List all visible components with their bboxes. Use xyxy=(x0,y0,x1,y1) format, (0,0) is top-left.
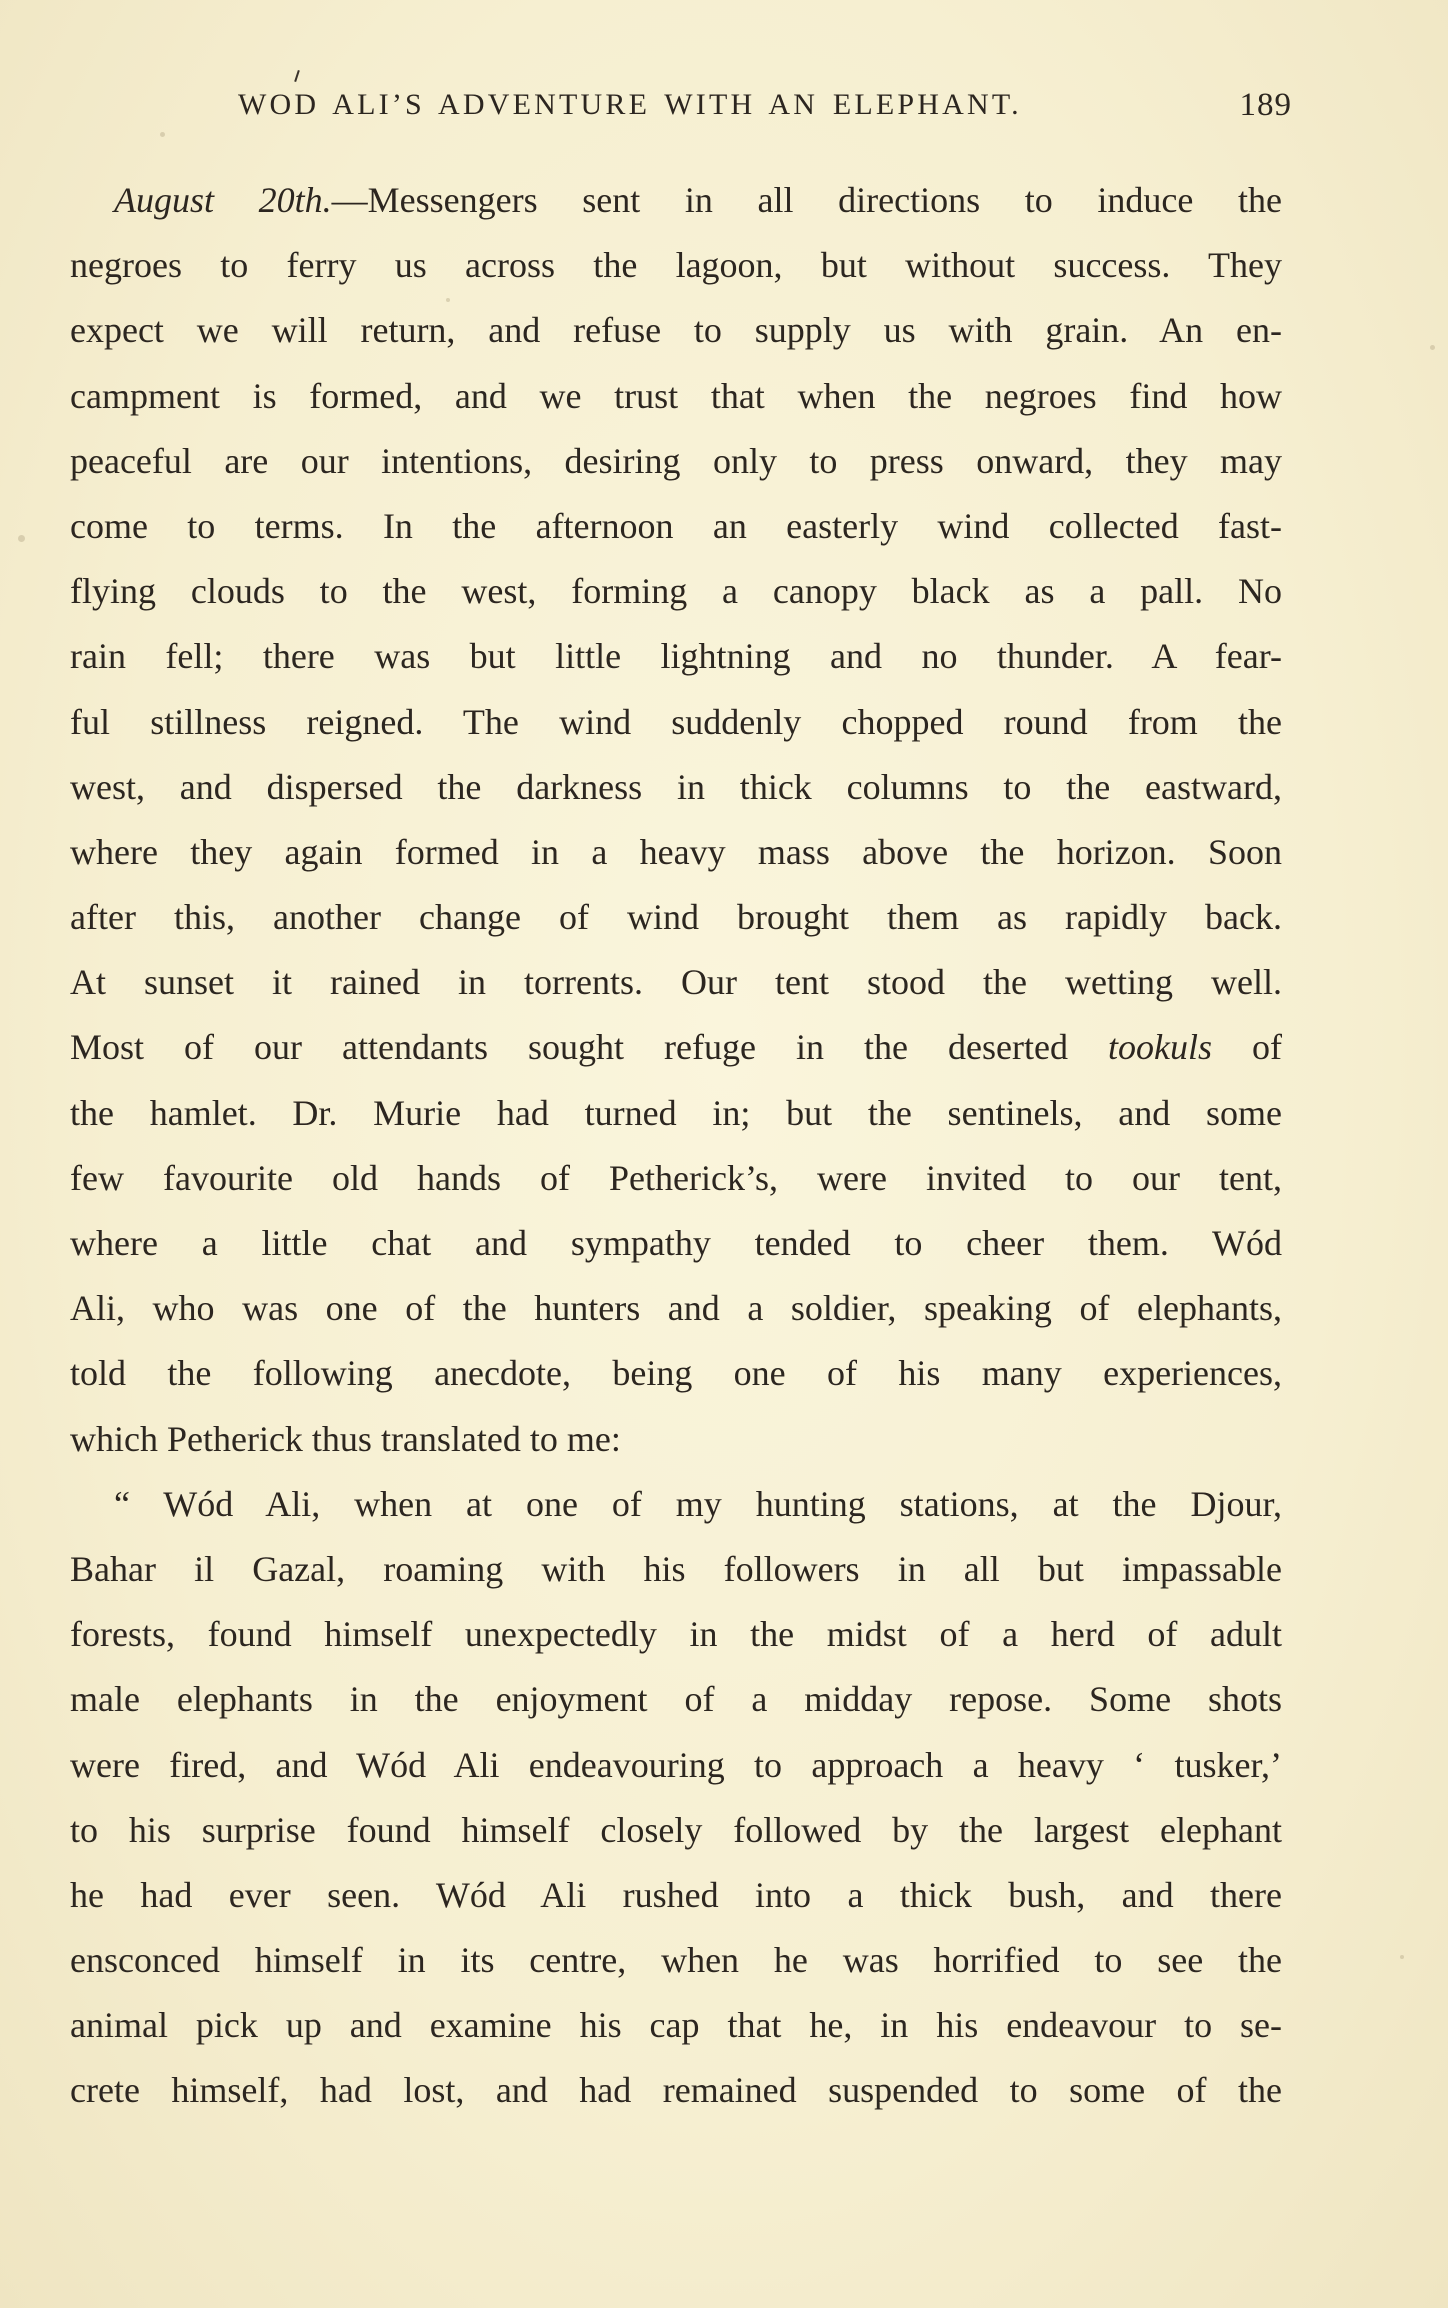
text-line xyxy=(70,168,1282,233)
text-line: to his surprise found himself closely followed by the largest elephant xyxy=(70,1809,1282,1850)
text-line: come to terms. In the afternoon an easterly wind collected fast- xyxy=(70,505,1282,546)
text-line: rain fell; there was but little lightning and no thunder. A fear- xyxy=(70,636,1282,677)
text-line: where they again formed in a heavy mass above the horizon. Soon xyxy=(70,831,1282,872)
text-line: At sunset it rained in torrents. Our tent stood the wetting well. xyxy=(70,962,1282,1003)
text-line: Bahar il Gazal, roaming with his followers in all but impassable xyxy=(70,1548,1282,1589)
text-line: after this, another change of wind brought them as rapidly back. xyxy=(70,897,1282,938)
text-line: flying clouds to the west, forming a canopy black as a pall. No xyxy=(70,571,1282,612)
text-line xyxy=(70,1015,1282,1080)
text-line: west, and dispersed the darkness in thick columns to the eastward, xyxy=(70,766,1282,807)
text-line: he had ever seen. Wód Ali rushed into a thick bush, and there xyxy=(70,1874,1282,1915)
text-line: ful stillness reigned. The wind suddenly chopped round from the xyxy=(70,701,1282,742)
text-line: campment is formed, and we trust that when the negroes find how xyxy=(70,375,1282,416)
paper-speck xyxy=(1400,1955,1404,1959)
body-text xyxy=(70,168,1282,2124)
running-head xyxy=(238,80,1292,130)
paper-speck xyxy=(160,132,165,137)
text-line-content: Most of our attendants sought refuge in the deserted xyxy=(70,1027,1108,1068)
text-line: were fired, and Wód Ali endeavouring to approach a heavy ‘ tusker,’ xyxy=(70,1744,1282,1785)
text-line: “ Wód Ali, when at one of my hunting stations, at the Djour, xyxy=(114,1483,1282,1524)
text-line: where a little chat and sympathy tended to cheer them. Wód xyxy=(70,1223,1282,1263)
text-line: expect we will return, and refuse to supply us with grain. An en- xyxy=(70,310,1282,351)
page-number: 189 xyxy=(1239,87,1292,123)
text-line-tail: of xyxy=(1211,1027,1282,1068)
paper-speck xyxy=(1430,345,1435,350)
text-line-content: —Messengers sent in all directions to induce the xyxy=(331,180,1282,220)
text-line: told the following anecdote, being one of his many experiences, xyxy=(70,1353,1282,1394)
text-line: the hamlet. Dr. Murie had turned in; but the sentinels, and some xyxy=(70,1092,1282,1133)
text-line: Ali, who was one of the hunters and a soldier, speaking of elephants, xyxy=(70,1288,1282,1329)
text-line: ensconced himself in its centre, when he was horrified to see the xyxy=(70,1940,1282,1981)
text-line: which Petherick thus translated to me: xyxy=(70,1418,621,1459)
entry-date: August 20th. xyxy=(114,180,332,220)
text-line: male elephants in the enjoyment of a midday repose. Some shots xyxy=(70,1679,1282,1720)
text-line: forests, found himself unexpectedly in the midst of a herd of adult xyxy=(70,1614,1282,1655)
paper-speck xyxy=(18,535,25,542)
text-line: crete himself, had lost, and had remained suspended to some of the xyxy=(70,2070,1282,2111)
italic-word-tookuls: tookuls xyxy=(1107,1027,1212,1068)
text-line: negroes to ferry us across the lagoon, but without success. They xyxy=(70,245,1282,286)
text-line: animal pick up and examine his cap that he, in his endeavour to se- xyxy=(70,2005,1282,2046)
text-line: peaceful are our intentions, desiring only to press onward, they may xyxy=(70,440,1282,481)
paper-speck xyxy=(446,298,450,302)
running-title: WOD ALI’S ADVENTURE WITH AN ELEPHANT. xyxy=(238,88,1022,121)
text-line: few favourite old hands of Petherick’s, were invited to our tent, xyxy=(70,1157,1282,1198)
